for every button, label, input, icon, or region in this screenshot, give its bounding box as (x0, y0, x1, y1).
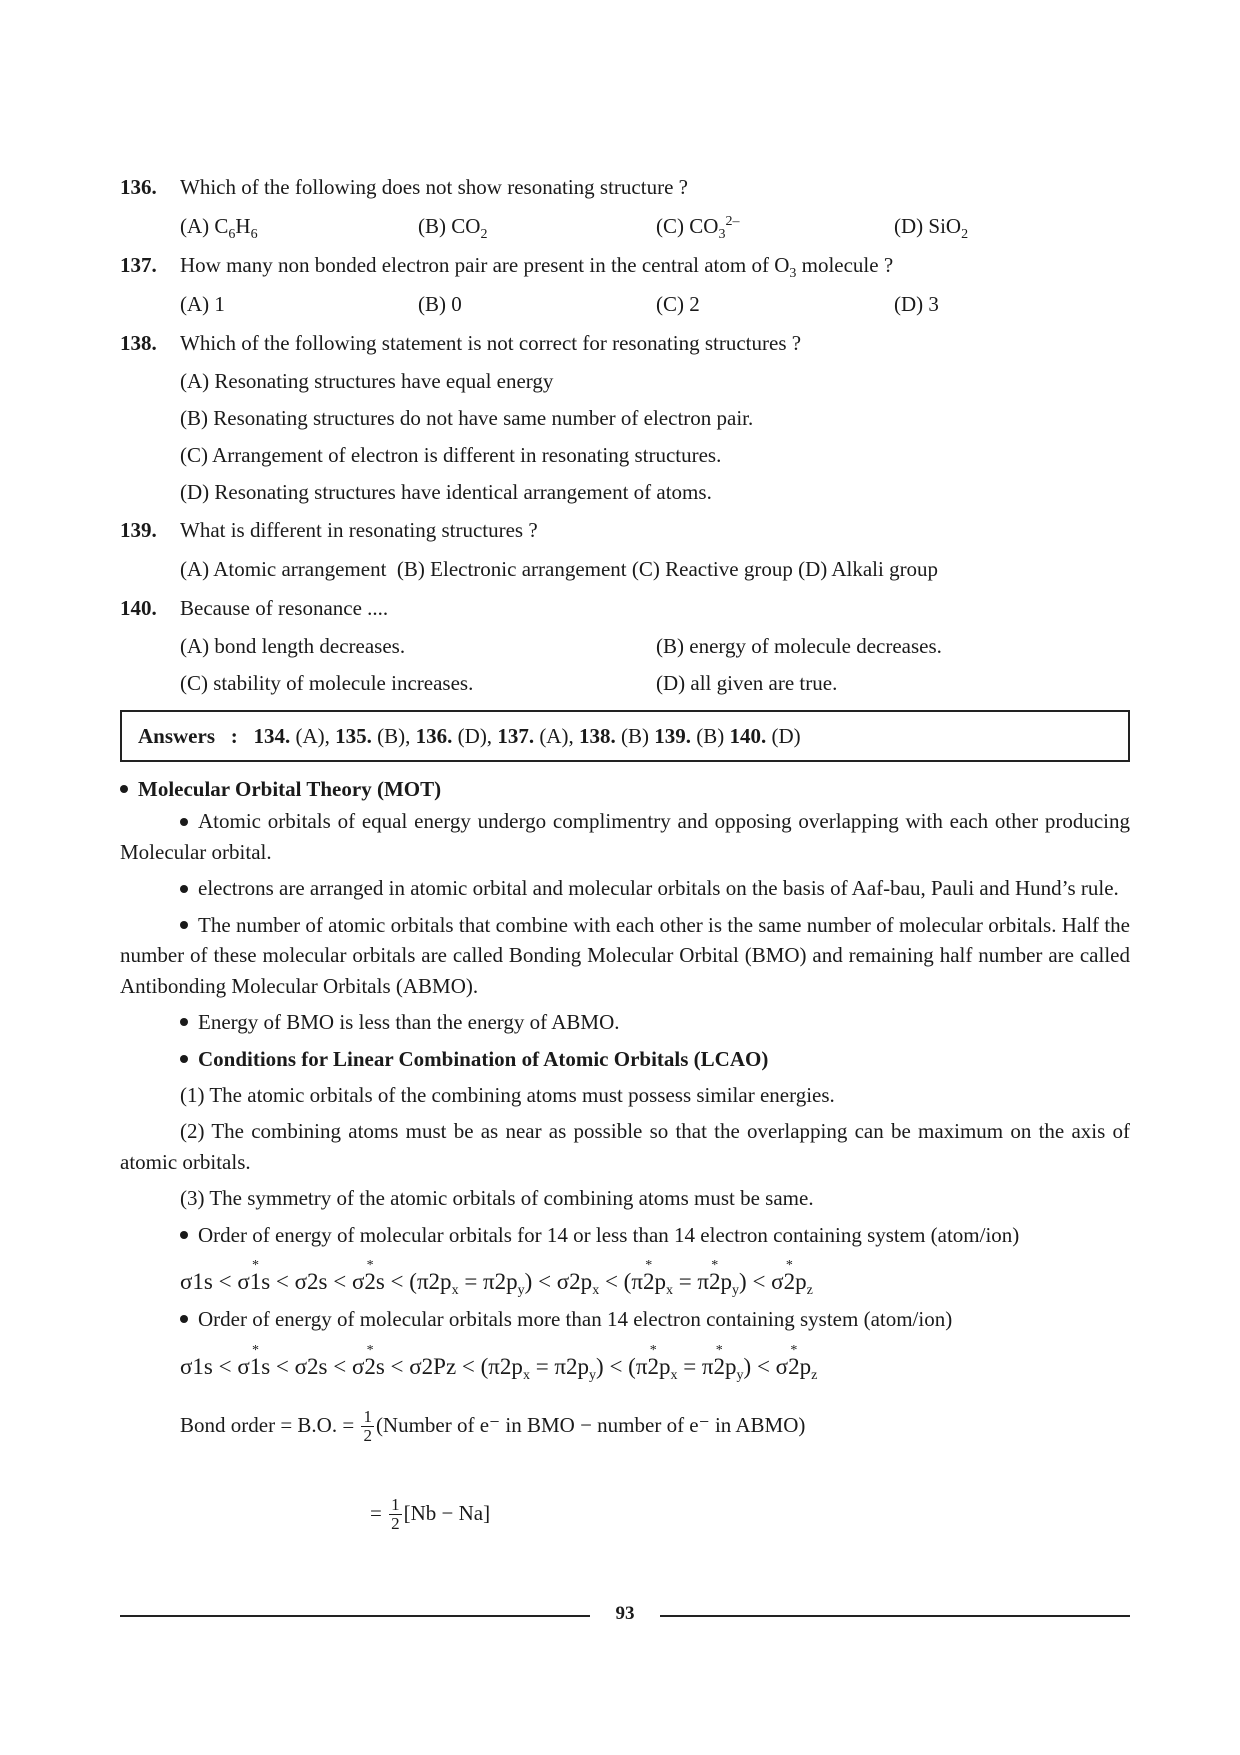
page-footer (120, 1600, 1130, 1630)
question-number: 136. (120, 175, 157, 199)
question-text: Because of resonance .... (180, 596, 389, 620)
footer-rule-right (660, 1615, 1130, 1617)
bullet-icon (180, 1018, 188, 1026)
answer-value: (D) (766, 724, 801, 748)
option-a: (A) 1 (180, 292, 225, 316)
option-b: (B) energy of molecule decreases. (656, 634, 942, 658)
page-content (120, 168, 1130, 1543)
option-d: (D) all given are true. (656, 671, 838, 695)
question-number: 140. (120, 596, 157, 620)
lcao-condition-3: (3) The symmetry of the atomic orbitals of combining atoms must be same. (180, 1186, 814, 1211)
mot-section (120, 774, 1130, 1543)
question-139 (120, 511, 1130, 589)
answer-value: (B) (615, 724, 655, 748)
option-d: (D) 3 (894, 292, 939, 316)
option-b: (B) Resonating structures do not have same number of electron pair. (180, 406, 754, 430)
question-text: Which of the following statement is not correct for resonating structures ? (180, 331, 802, 355)
order-heading-2: Order of energy of molecular orbitals more than 14 electron containing system (atom/ion) (180, 1304, 1130, 1334)
option-d: (D) Resonating structures have identical arrangement of atoms. (180, 480, 712, 504)
mot-paragraph-1: Atomic orbitals of equal energy undergo complimentry and opposing overlapping with each other producing Molecular orbital. (120, 809, 1130, 864)
mot-paragraph-2: electrons are arranged in atomic orbital and molecular orbitals on the basis of Aaf-bau, Pauli and Hund’s rule. (120, 873, 1130, 903)
bond-order-formula: Bond order = B.O. = $\frac{1}{2}$ (Number of e⁻ in BMO − number of e⁻ in ABMO) (180, 1407, 806, 1446)
option-a: (A) $C_6H_6$ (180, 214, 258, 242)
bullet-icon (180, 921, 188, 929)
answer-number: 136. (415, 724, 453, 748)
answer-value: (A), (290, 724, 336, 748)
options-row-1 (180, 628, 1130, 665)
order-heading-1: Order of energy of molecular orbitals for 14 or less than 14 electron containing system (atom/ion) (180, 1220, 1130, 1250)
bullet-icon (180, 885, 188, 893)
option-b: (B) 0 (418, 292, 462, 316)
options-row-2 (180, 665, 1130, 702)
question-text: How many non bonded electron pair are present in the central atom of $O_3$ molecule ? (180, 253, 894, 281)
fraction-half: $\frac{1}{2}$ (363, 1407, 372, 1446)
option-c: (C) stability of molecule increases. (180, 671, 474, 695)
answers-box (120, 710, 1130, 762)
question-136 (120, 168, 1130, 246)
option-a: (A) bond length decreases. (180, 634, 406, 658)
answer-value: (D), (452, 724, 498, 748)
page-number: 93 (615, 1603, 635, 1624)
answers-label: Answers (138, 724, 215, 748)
option-c: (C) Arrangement of electron is different in resonating structures. (180, 443, 722, 467)
question-140 (120, 589, 1130, 702)
answers-list (254, 724, 801, 748)
option-c: (C) $CO_3^{2-}$ (656, 214, 740, 242)
answer-number: 138. (578, 724, 616, 748)
option-a: (A) Resonating structures have equal energy (180, 369, 554, 393)
answer-number: 135. (335, 724, 372, 748)
answer-number: 140. (729, 724, 767, 748)
bullet-icon (180, 1055, 188, 1063)
answer-number: 134. (253, 724, 291, 748)
mot-heading: Molecular Orbital Theory (MOT) (120, 774, 1130, 804)
answer-value: (B) (690, 724, 730, 748)
mot-paragraph-3: The number of atomic orbitals that combine with each other is the same number of molecular orbitals. Half the number of these molecular orbitals are called Bonding Molecular Orbital (BMO) and remaining half number are called Antibonding Molecular Orbitals (ABMO). (120, 912, 1130, 998)
bond-order-short-formula: = $\frac{1}{2}$ [Nb − Na] (370, 1495, 491, 1534)
mot-paragraph-4: Energy of BMO is less than the energy of ABMO. (180, 1007, 1130, 1037)
fraction-half: $\frac{1}{2}$ (391, 1495, 400, 1534)
bullet-icon (120, 785, 128, 793)
option-c: (C) 2 (656, 292, 700, 316)
answer-value: (A), (534, 724, 579, 748)
question-number: 138. (120, 331, 157, 355)
lcao-condition-2: (2) The combining atoms must be as near as possible so that the overlapping can be maximum on the axis of atomic orbitals. (120, 1119, 1130, 1174)
answer-number: 139. (654, 724, 691, 748)
question-text: Which of the following does not show resonating structure ? (180, 175, 688, 199)
lcao-heading: Conditions for Linear Combination of Atomic Orbitals (LCAO) (180, 1044, 1130, 1074)
energy-order-equation-1: σ1s < σ* 1s < σ2s < σ* $2s < (\pi 2p_x = \pi 2p_y) < \sigma 2p_x < (\pi*$ $2p_x = \pi*$ $2p_y) < \sigma*$ $2p_z$ (180, 1256, 1130, 1302)
question-number: 137. (120, 253, 157, 277)
question-137 (120, 246, 1130, 324)
bullet-icon (180, 1315, 188, 1323)
bullet-icon (180, 818, 188, 826)
energy-order-equation-2: σ1s < σ* 1s < σ2s < σ* $2s < \sigma 2Pz < (\pi 2p_x = \pi 2p_y) < (\pi*$ $2p_x = \pi*$ $2p_y) < \sigma*$ $2p_z$ (180, 1341, 1130, 1387)
lcao-condition-1: (1) The atomic orbitals of the combining atoms must possess similar energies. (180, 1082, 835, 1107)
options (180, 207, 1130, 246)
question-text: What is different in resonating structures ? (180, 518, 538, 542)
bullet-icon (180, 1231, 188, 1239)
answer-number: 137. (497, 724, 535, 748)
options (180, 285, 1130, 324)
option-d: (D) SiO$_2$ (894, 214, 969, 242)
question-138 (120, 324, 1130, 511)
options-line: (A) Atomic arrangement (B) Electronic arrangement (C) Reactive group (D) Alkali group (180, 557, 939, 581)
option-b: (B) $CO_2$ (418, 214, 488, 242)
answers-separator: : (230, 724, 238, 748)
question-number: 139. (120, 518, 157, 542)
answer-value: (B), (371, 724, 416, 748)
